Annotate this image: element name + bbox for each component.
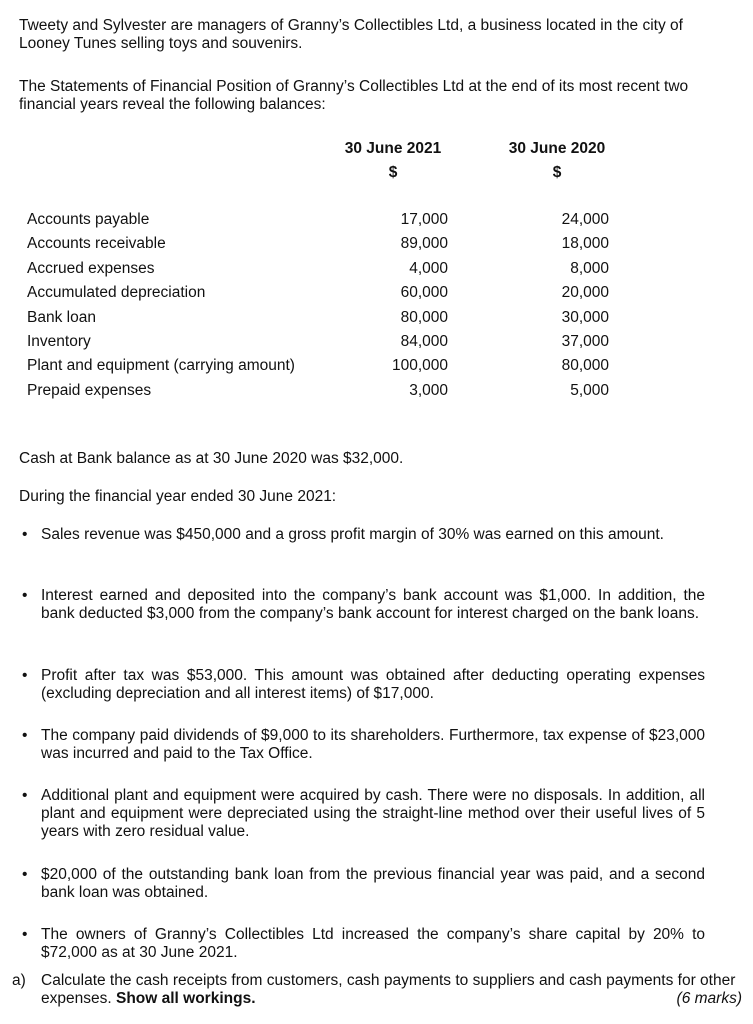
bullet-item — [22, 727, 705, 763]
bullet-item — [22, 787, 705, 841]
bullet-icon: • — [22, 526, 28, 543]
bullet-text: $20,000 of the outstanding bank loan from the previous financial year was paid, and a second bank loan was obtained. — [41, 866, 705, 901]
value-2020: 37,000 — [561, 333, 609, 350]
value-2020: 30,000 — [561, 308, 609, 326]
question-text: Calculate the cash receipts from customers, cash payments to suppliers and cash payments for other expenses. — [41, 972, 736, 1007]
column-header-2020: 30 June 2020 — [508, 140, 606, 157]
statement-intro: The Statements of Financial Position of Granny’s Collectibles Ltd at the end of its most recent two financial years reveal the following balances: — [19, 78, 689, 113]
value-2020: 24,000 — [561, 211, 609, 228]
table-row — [27, 382, 627, 406]
unit-2021: $ — [388, 164, 398, 181]
value-2020: 8,000 — [570, 259, 609, 277]
bullet-icon: • — [22, 587, 28, 604]
bullet-icon: • — [22, 866, 28, 883]
value-2021: 100,000 — [391, 357, 448, 375]
question-label: a) — [12, 972, 26, 989]
bullet-text: Additional plant and equipment were acquired by cash. There were no disposals. In addition, all plant and equipment were depreciated using the straight-line method over their useful lives of 5 years with zero residual value. — [41, 787, 705, 840]
row-label: Bank loan — [27, 308, 96, 326]
value-2021: 60,000 — [400, 284, 448, 302]
table-row — [27, 260, 627, 284]
row-label: Accumulated depreciation — [27, 284, 206, 302]
question-emphasis: Show all workings. — [115, 990, 256, 1007]
bullet-item — [22, 587, 705, 623]
bullet-icon: • — [22, 926, 28, 943]
bullet-text: The owners of Granny’s Collectibles Ltd increased the company’s share capital by 20% to $72,000 as at 30 June 2021. — [41, 926, 705, 961]
bullet-icon: • — [22, 667, 28, 684]
table-row — [27, 333, 627, 357]
value-2021: 17,000 — [400, 211, 448, 228]
table-row — [27, 284, 627, 308]
value-2020: 80,000 — [561, 357, 609, 375]
value-2021: 3,000 — [409, 381, 448, 399]
table-row — [27, 357, 627, 381]
table-row — [27, 235, 627, 259]
intro-paragraph: Tweety and Sylvester are managers of Granny’s Collectibles Ltd, a business located in the city of Looney Tunes selling toys and souvenirs. — [19, 17, 683, 52]
bullet-text: Profit after tax was $53,000. This amount was obtained after deducting operating expenses (excluding depreciation and all interest items) of $17,000. — [41, 667, 705, 702]
value-2020: 18,000 — [561, 235, 609, 253]
bullet-item — [22, 866, 705, 902]
row-label: Inventory — [27, 333, 91, 350]
row-label: Plant and equipment (carrying amount) — [27, 357, 295, 375]
bullet-text: Sales revenue was $450,000 and a gross profit margin of 30% was earned on this amount. — [41, 526, 664, 543]
bullet-item — [22, 926, 705, 962]
bullet-text: Interest earned and deposited into the company’s bank account was $1,000. In addition, the bank deducted $3,000 from the company’s bank account for interest charged on the bank loans. — [41, 587, 705, 622]
bullet-icon: • — [22, 727, 28, 744]
question-a — [12, 972, 742, 1008]
row-label: Accrued expenses — [27, 259, 155, 277]
value-2021: 80,000 — [400, 308, 448, 326]
question-marks: (6 marks) — [676, 990, 742, 1007]
value-2020: 20,000 — [561, 284, 609, 302]
bullet-text: The company paid dividends of $9,000 to its shareholders. Furthermore, tax expense of $23,000 was incurred and paid to the Tax Office. — [41, 727, 705, 762]
value-2021: 84,000 — [400, 333, 448, 350]
row-label: Prepaid expenses — [27, 381, 152, 399]
value-2021: 4,000 — [409, 259, 448, 277]
value-2020: 5,000 — [570, 381, 609, 399]
bullet-item — [22, 526, 705, 544]
table-row — [27, 211, 627, 235]
bullet-item — [22, 667, 705, 703]
during-heading: During the financial year ended 30 June 2021: — [19, 488, 337, 505]
value-2021: 89,000 — [400, 235, 448, 253]
row-label: Accounts payable — [27, 211, 150, 228]
unit-2020: $ — [552, 164, 562, 181]
cash-note: Cash at Bank balance as at 30 June 2020 was $32,000. — [19, 450, 404, 467]
table-row — [27, 309, 627, 333]
bullet-icon: • — [22, 787, 28, 804]
row-label: Accounts receivable — [27, 235, 166, 253]
column-header-2021: 30 June 2021 — [344, 140, 442, 157]
